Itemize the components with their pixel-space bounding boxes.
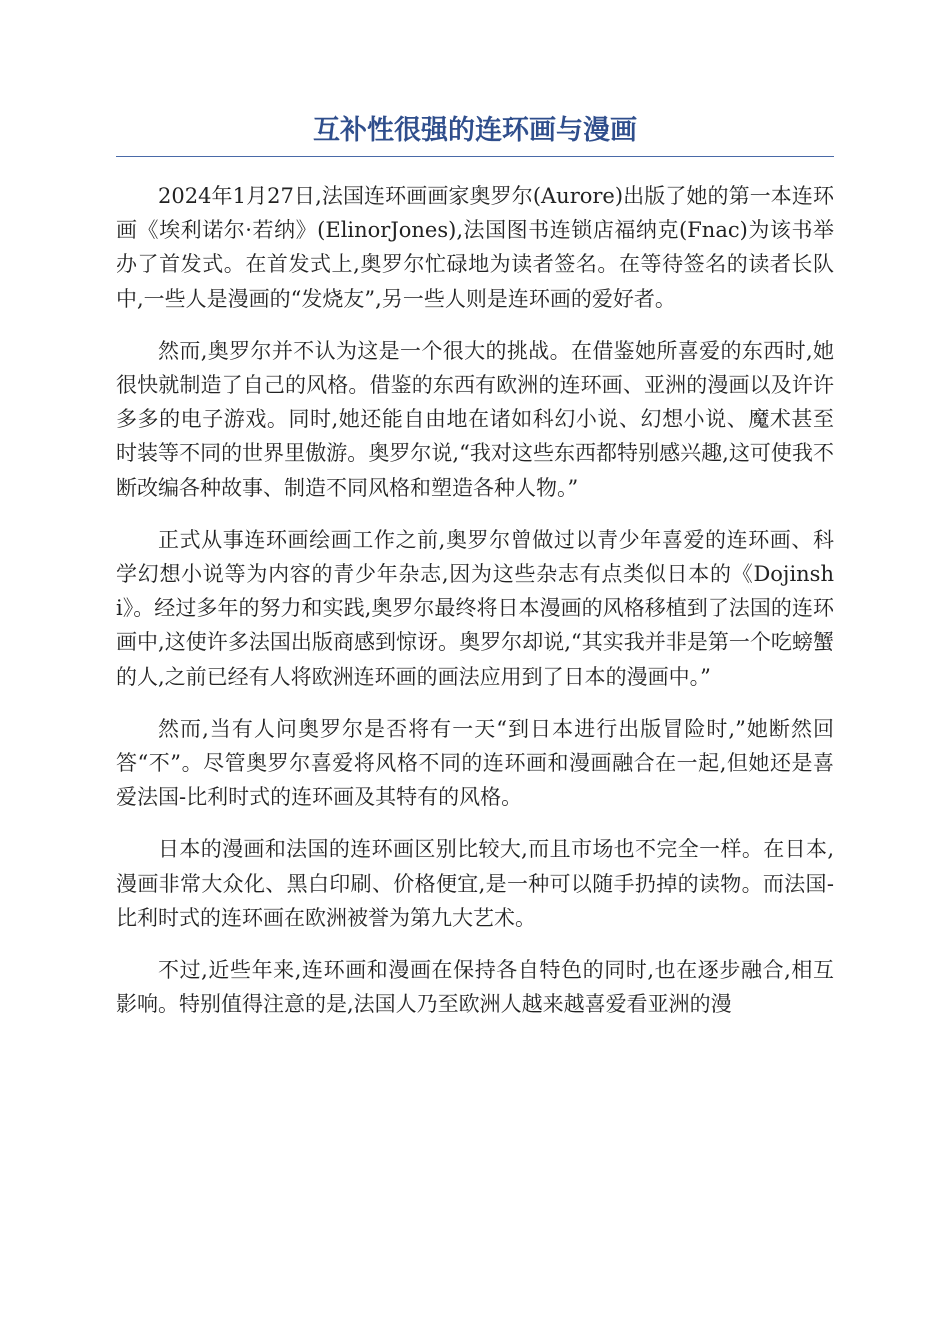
document-page <box>116 108 834 1039</box>
paragraph: 2024年1月27日,法国连环画画家奥罗尔(Aurore)出版了她的第一本连环画《埃利诺尔·若纳》(ElinorJones),法国图书连锁店福纳克(Fnac)为该书举办了首发式。在首发式上,奥罗尔忙碌地为读者签名。在等待签名的读者长队中,一些人是漫画的“发烧友”,另一些人则是连环画的爱好者。 <box>116 184 834 311</box>
document-title: 互补性很强的连环画与漫画 <box>116 108 834 157</box>
document-body <box>116 179 834 1021</box>
paragraph: 然而,当有人问奥罗尔是否将有一天“到日本进行出版冒险时,”她断然回答“不”。尽管奥罗尔喜爱将风格不同的连环画和漫画融合在一起,但她还是喜爱法国-比利时式的连环画及其特有的风格。 <box>116 716 834 810</box>
paragraph: 然而,奥罗尔并不认为这是一个很大的挑战。在借鉴她所喜爱的东西时,她很快就制造了自己的风格。借鉴的东西有欧洲的连环画、亚洲的漫画以及许许多多的电子游戏。同时,她还能自由地在诸如科幻小说、幻想小说、魔术甚至时装等不同的世界里傲游。奥罗尔说,“我对这些东西都特别感兴趣,这可使我不断改编各种故事、制造不同风格和塑造各种人物。” <box>116 338 834 500</box>
paragraph: 不过,近些年来,连环画和漫画在保持各自特色的同时,也在逐步融合,相互影响。特别值得注意的是,法国人乃至欧洲人越来越喜爱看亚洲的漫 <box>116 958 834 1017</box>
paragraph: 正式从事连环画绘画工作之前,奥罗尔曾做过以青少年喜爱的连环画、科学幻想小说等为内容的青少年杂志,因为这些杂志有点类似日本的《Dojinshi》。经过多年的努力和实践,奥罗尔最终将日本漫画的风格移植到了法国的连环画中,这使许多法国出版商感到惊讶。奥罗尔却说,“其实我并非是第一个吃螃蟹的人,之前已经有人将欧洲连环画的画法应用到了日本的漫画中。” <box>116 527 834 689</box>
paragraph: 日本的漫画和法国的连环画区别比较大,而且市场也不完全一样。在日本,漫画非常大众化、黑白印刷、价格便宜,是一种可以随手扔掉的读物。而法国-比利时式的连环画在欧洲被誉为第九大艺术。 <box>116 837 834 930</box>
